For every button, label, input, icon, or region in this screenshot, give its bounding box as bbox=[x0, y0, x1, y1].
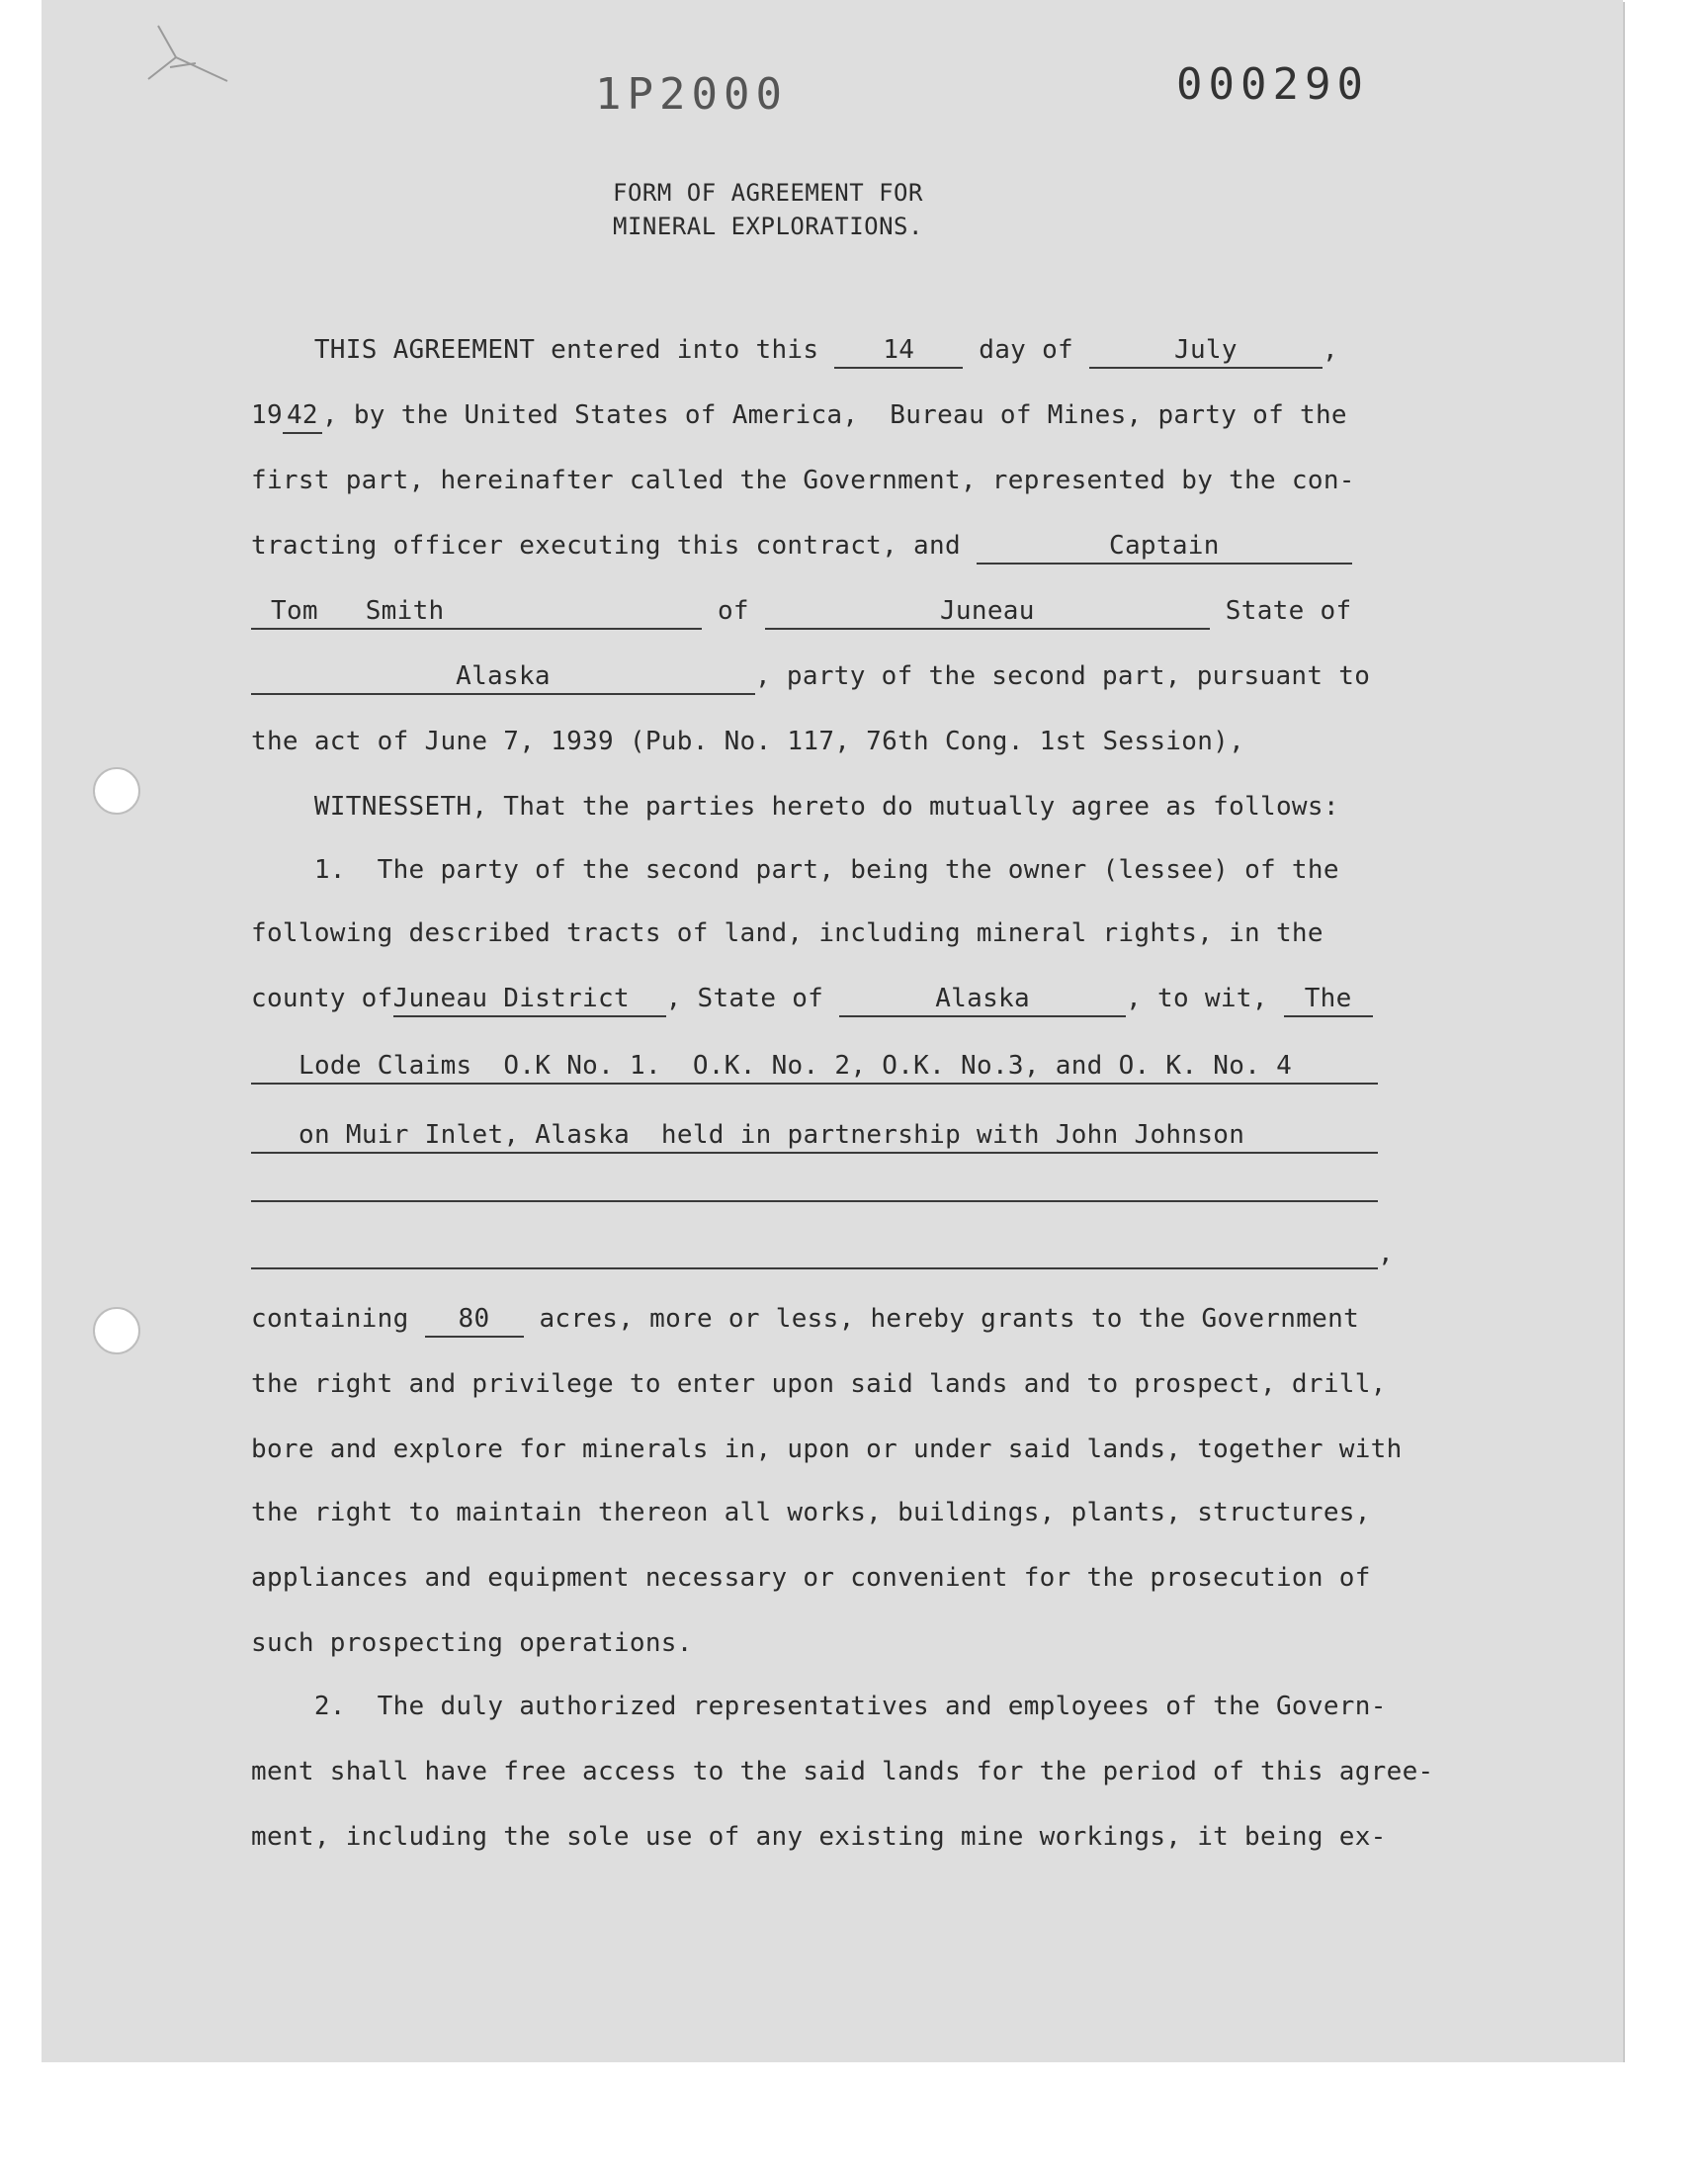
tract-description-line-3 bbox=[251, 1115, 1378, 1155]
tract-description-field-3[interactable]: on Muir Inlet, Alaska held in partnership with John Johnson bbox=[251, 1118, 1378, 1154]
clause-1-line-3: county ofJuneau District , State of Alaska , to wit, The bbox=[251, 979, 1373, 1018]
document-title bbox=[613, 176, 923, 243]
document-stamp-left: 1P2000 bbox=[595, 69, 788, 120]
day-field[interactable]: 14 bbox=[834, 333, 963, 369]
party-name-field-2[interactable]: Tom Smith bbox=[251, 594, 702, 630]
tract-state-field[interactable]: Alaska bbox=[839, 982, 1126, 1017]
agreement-line-1: THIS AGREEMENT entered into this 14 day of July , bbox=[251, 330, 1338, 370]
tract-description-end-comma: , bbox=[1378, 1239, 1394, 1268]
tract-description-field-1[interactable]: The bbox=[1284, 982, 1373, 1017]
punch-hole-upper bbox=[93, 767, 140, 815]
grant-line-6: such prospecting operations. bbox=[251, 1628, 693, 1658]
document-number-stamp: 000290 bbox=[1176, 59, 1369, 110]
clause-1-line-1: 1. The party of the second part, being the owner (lessee) of the bbox=[313, 855, 1339, 885]
party-name-field-1[interactable]: Captain bbox=[977, 529, 1352, 565]
grant-line-4: the right to maintain thereon all works, buildings, plants, structures, bbox=[251, 1498, 1371, 1527]
month-field[interactable]: July bbox=[1089, 333, 1323, 369]
witnesseth-line: WITNESSETH, That the parties hereto do mutually agree as follows: bbox=[313, 792, 1339, 822]
acres-line: containing 80 acres, more or less, hereby grants to the Government bbox=[251, 1299, 1359, 1339]
title-line-2: MINERAL EXPLORATIONS. bbox=[613, 213, 923, 240]
tract-description-line-2 bbox=[251, 1046, 1378, 1086]
clause-2-line-3: ment, including the sole use of any existing mine workings, it being ex- bbox=[251, 1822, 1387, 1852]
punch-hole-lower bbox=[93, 1307, 140, 1354]
title-line-1: FORM OF AGREEMENT FOR bbox=[613, 179, 923, 207]
tract-description-blank-1[interactable] bbox=[251, 1200, 1378, 1202]
agreement-line-4: tracting officer executing this contract, and Captain bbox=[251, 526, 1352, 566]
agreement-line-3: first part, hereinafter called the Government, represented by the con- bbox=[251, 466, 1355, 495]
clause-2-line-2: ment shall have free access to the said lands for the period of this agree- bbox=[251, 1757, 1434, 1786]
tract-description-blank-2[interactable] bbox=[251, 1267, 1378, 1269]
agreement-line-2: 19 42 , by the United States of America, Bureau of Mines, party of the bbox=[251, 395, 1347, 435]
agreement-line-6: Alaska , party of the second part, pursuant to bbox=[251, 656, 1370, 696]
clause-1-line-2: following described tracts of land, including mineral rights, in the bbox=[251, 918, 1324, 948]
page-bottom-margin bbox=[0, 2062, 1708, 2175]
grant-line-2: the right and privilege to enter upon said lands and to prospect, drill, bbox=[251, 1369, 1387, 1399]
state-field[interactable]: Alaska bbox=[251, 659, 755, 695]
tract-description-field-2[interactable]: Lode Claims O.K No. 1. O.K. No. 2, O.K. No.3, and O. K. No. 4 bbox=[251, 1049, 1378, 1085]
paper-corner-mark bbox=[119, 18, 237, 87]
agreement-line-5: Tom Smith of Juneau State of bbox=[251, 591, 1351, 631]
county-field[interactable]: Juneau District bbox=[393, 982, 666, 1017]
agreement-line-7: the act of June 7, 1939 (Pub. No. 117, 76th Cong. 1st Session), bbox=[251, 727, 1245, 756]
city-field[interactable]: Juneau bbox=[765, 594, 1210, 630]
acres-field[interactable]: 80 bbox=[425, 1302, 524, 1338]
clause-2-line-1: 2. The duly authorized representatives and employees of the Govern- bbox=[313, 1692, 1387, 1721]
year-field[interactable]: 42 bbox=[283, 398, 322, 434]
grant-line-3: bore and explore for minerals in, upon or under said lands, together with bbox=[251, 1435, 1403, 1464]
grant-line-5: appliances and equipment necessary or convenient for the prosecution of bbox=[251, 1563, 1371, 1593]
